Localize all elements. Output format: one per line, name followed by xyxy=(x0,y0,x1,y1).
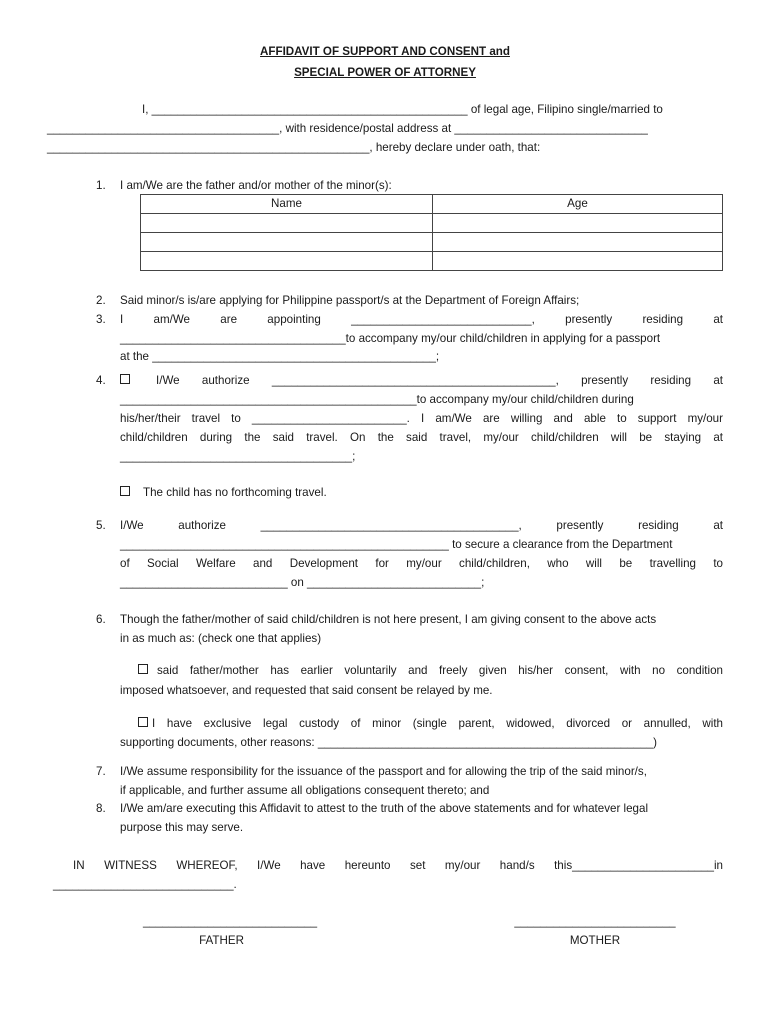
item-8-line2: purpose this may serve. xyxy=(120,821,244,834)
item-1-text: I am/We are the father and/or mother of the minor(s): xyxy=(120,179,392,192)
item-number-5: 5. xyxy=(96,519,106,532)
age-column-header: Age xyxy=(433,195,723,214)
item-8-line1: I/We am/are executing this Affidavit to attest to the truth of the above statements and for whatever legal xyxy=(120,802,649,815)
document-title-line1: AFFIDAVIT OF SUPPORT AND CONSENT and xyxy=(260,45,510,58)
intro-line2: ____________________________________, with residence/postal address at ______________________________ xyxy=(47,122,648,135)
witness-line2: ____________________________. xyxy=(53,878,237,891)
table-row xyxy=(141,252,723,271)
item-6-line2: in as much as: (check one that applies) xyxy=(120,632,322,645)
table-row xyxy=(141,233,723,252)
item-number-4: 4. xyxy=(96,374,106,387)
item-5-line2: ___________________________________________________ to secure a clearance from the Department xyxy=(120,538,673,551)
item-5-line1: I/We authorize ________________________________________, presently residing at xyxy=(120,519,723,532)
consent-option-2-line2: supporting documents, other reasons: ____________________________________________________) xyxy=(120,736,658,749)
no-travel-option: The child has no forthcoming travel. xyxy=(143,486,327,499)
checkbox-icon[interactable] xyxy=(120,374,130,384)
item-2-text: Said minor/s is/are applying for Philippine passport/s at the Department of Foreign Affairs; xyxy=(120,294,580,307)
item-number-6: 6. xyxy=(96,613,106,626)
checkbox-icon[interactable] xyxy=(138,717,148,727)
table-header-row xyxy=(141,195,723,214)
mother-label: MOTHER xyxy=(569,934,621,947)
minors-table xyxy=(140,194,723,271)
name-cell[interactable] xyxy=(141,233,433,252)
document-title-line2: SPECIAL POWER OF ATTORNEY xyxy=(294,66,476,79)
item-5-line4: __________________________ on ___________________________; xyxy=(120,576,485,589)
item-4-line2: ______________________________________________to accompany my/our child/children during xyxy=(120,393,634,406)
item-number-2: 2. xyxy=(96,294,106,307)
name-cell[interactable] xyxy=(141,214,433,233)
item-number-8: 8. xyxy=(96,802,106,815)
witness-line1: IN WITNESS WHEREOF, I/We have hereunto set my/our hand/s this______________________in xyxy=(73,859,723,872)
item-4-line1: I/We authorize ____________________________________________, presently residing at xyxy=(156,374,723,387)
age-cell[interactable] xyxy=(433,233,723,252)
consent-option-2-line1: I have exclusive legal custody of minor (single parent, widowed, divorced or annulled, with xyxy=(152,717,723,730)
table-row xyxy=(141,214,723,233)
mother-signature-line[interactable]: _________________________ xyxy=(514,915,676,928)
consent-option-1-line2: imposed whatsoever, and requested that said consent be relayed by me. xyxy=(120,684,493,697)
checkbox-icon[interactable] xyxy=(120,486,130,496)
item-4-line4: child/children during the said travel. On the said travel, my/our child/children will be staying at xyxy=(120,431,723,444)
item-4-line3: his/her/their travel to ________________________. I am/We are willing and able to support my/our xyxy=(120,412,723,425)
item-7-line1: I/We assume responsibility for the issuance of the passport and for allowing the trip of the said minor/s, xyxy=(120,765,647,778)
item-5-line3: of Social Welfare and Development for my/our child/children, who will be travelling to xyxy=(120,557,723,570)
item-number-7: 7. xyxy=(96,765,106,778)
father-label: FATHER xyxy=(199,934,244,947)
age-cell[interactable] xyxy=(433,214,723,233)
father-signature-line[interactable]: ___________________________ xyxy=(142,915,318,928)
item-3-line2: ___________________________________to accompany my/our child/children in applying for a passport xyxy=(120,332,661,345)
item-number-3: 3. xyxy=(96,313,106,326)
intro-line1: I, _________________________________________________ of legal age, Filipino single/married to xyxy=(142,103,663,116)
item-4-line5: ____________________________________; xyxy=(120,450,356,463)
name-cell[interactable] xyxy=(141,252,433,271)
name-column-header: Name xyxy=(141,195,433,214)
consent-option-1-line1: said father/mother has earlier voluntarily and freely given his/her consent, with no condition xyxy=(157,664,723,677)
intro-line3: __________________________________________________, hereby declare under oath, that: xyxy=(47,141,541,154)
item-3-line1: I am/We are appointing ____________________________, presently residing at xyxy=(120,313,723,326)
checkbox-icon[interactable] xyxy=(138,664,148,674)
item-number-1: 1. xyxy=(96,179,106,192)
age-cell[interactable] xyxy=(433,252,723,271)
item-3-line3: at the ____________________________________________; xyxy=(120,350,440,363)
item-6-line1: Though the father/mother of said child/children is not here present, I am giving consent to the above acts xyxy=(120,613,657,626)
item-7-line2: if applicable, and further assume all obligations consequent thereto; and xyxy=(120,784,490,797)
